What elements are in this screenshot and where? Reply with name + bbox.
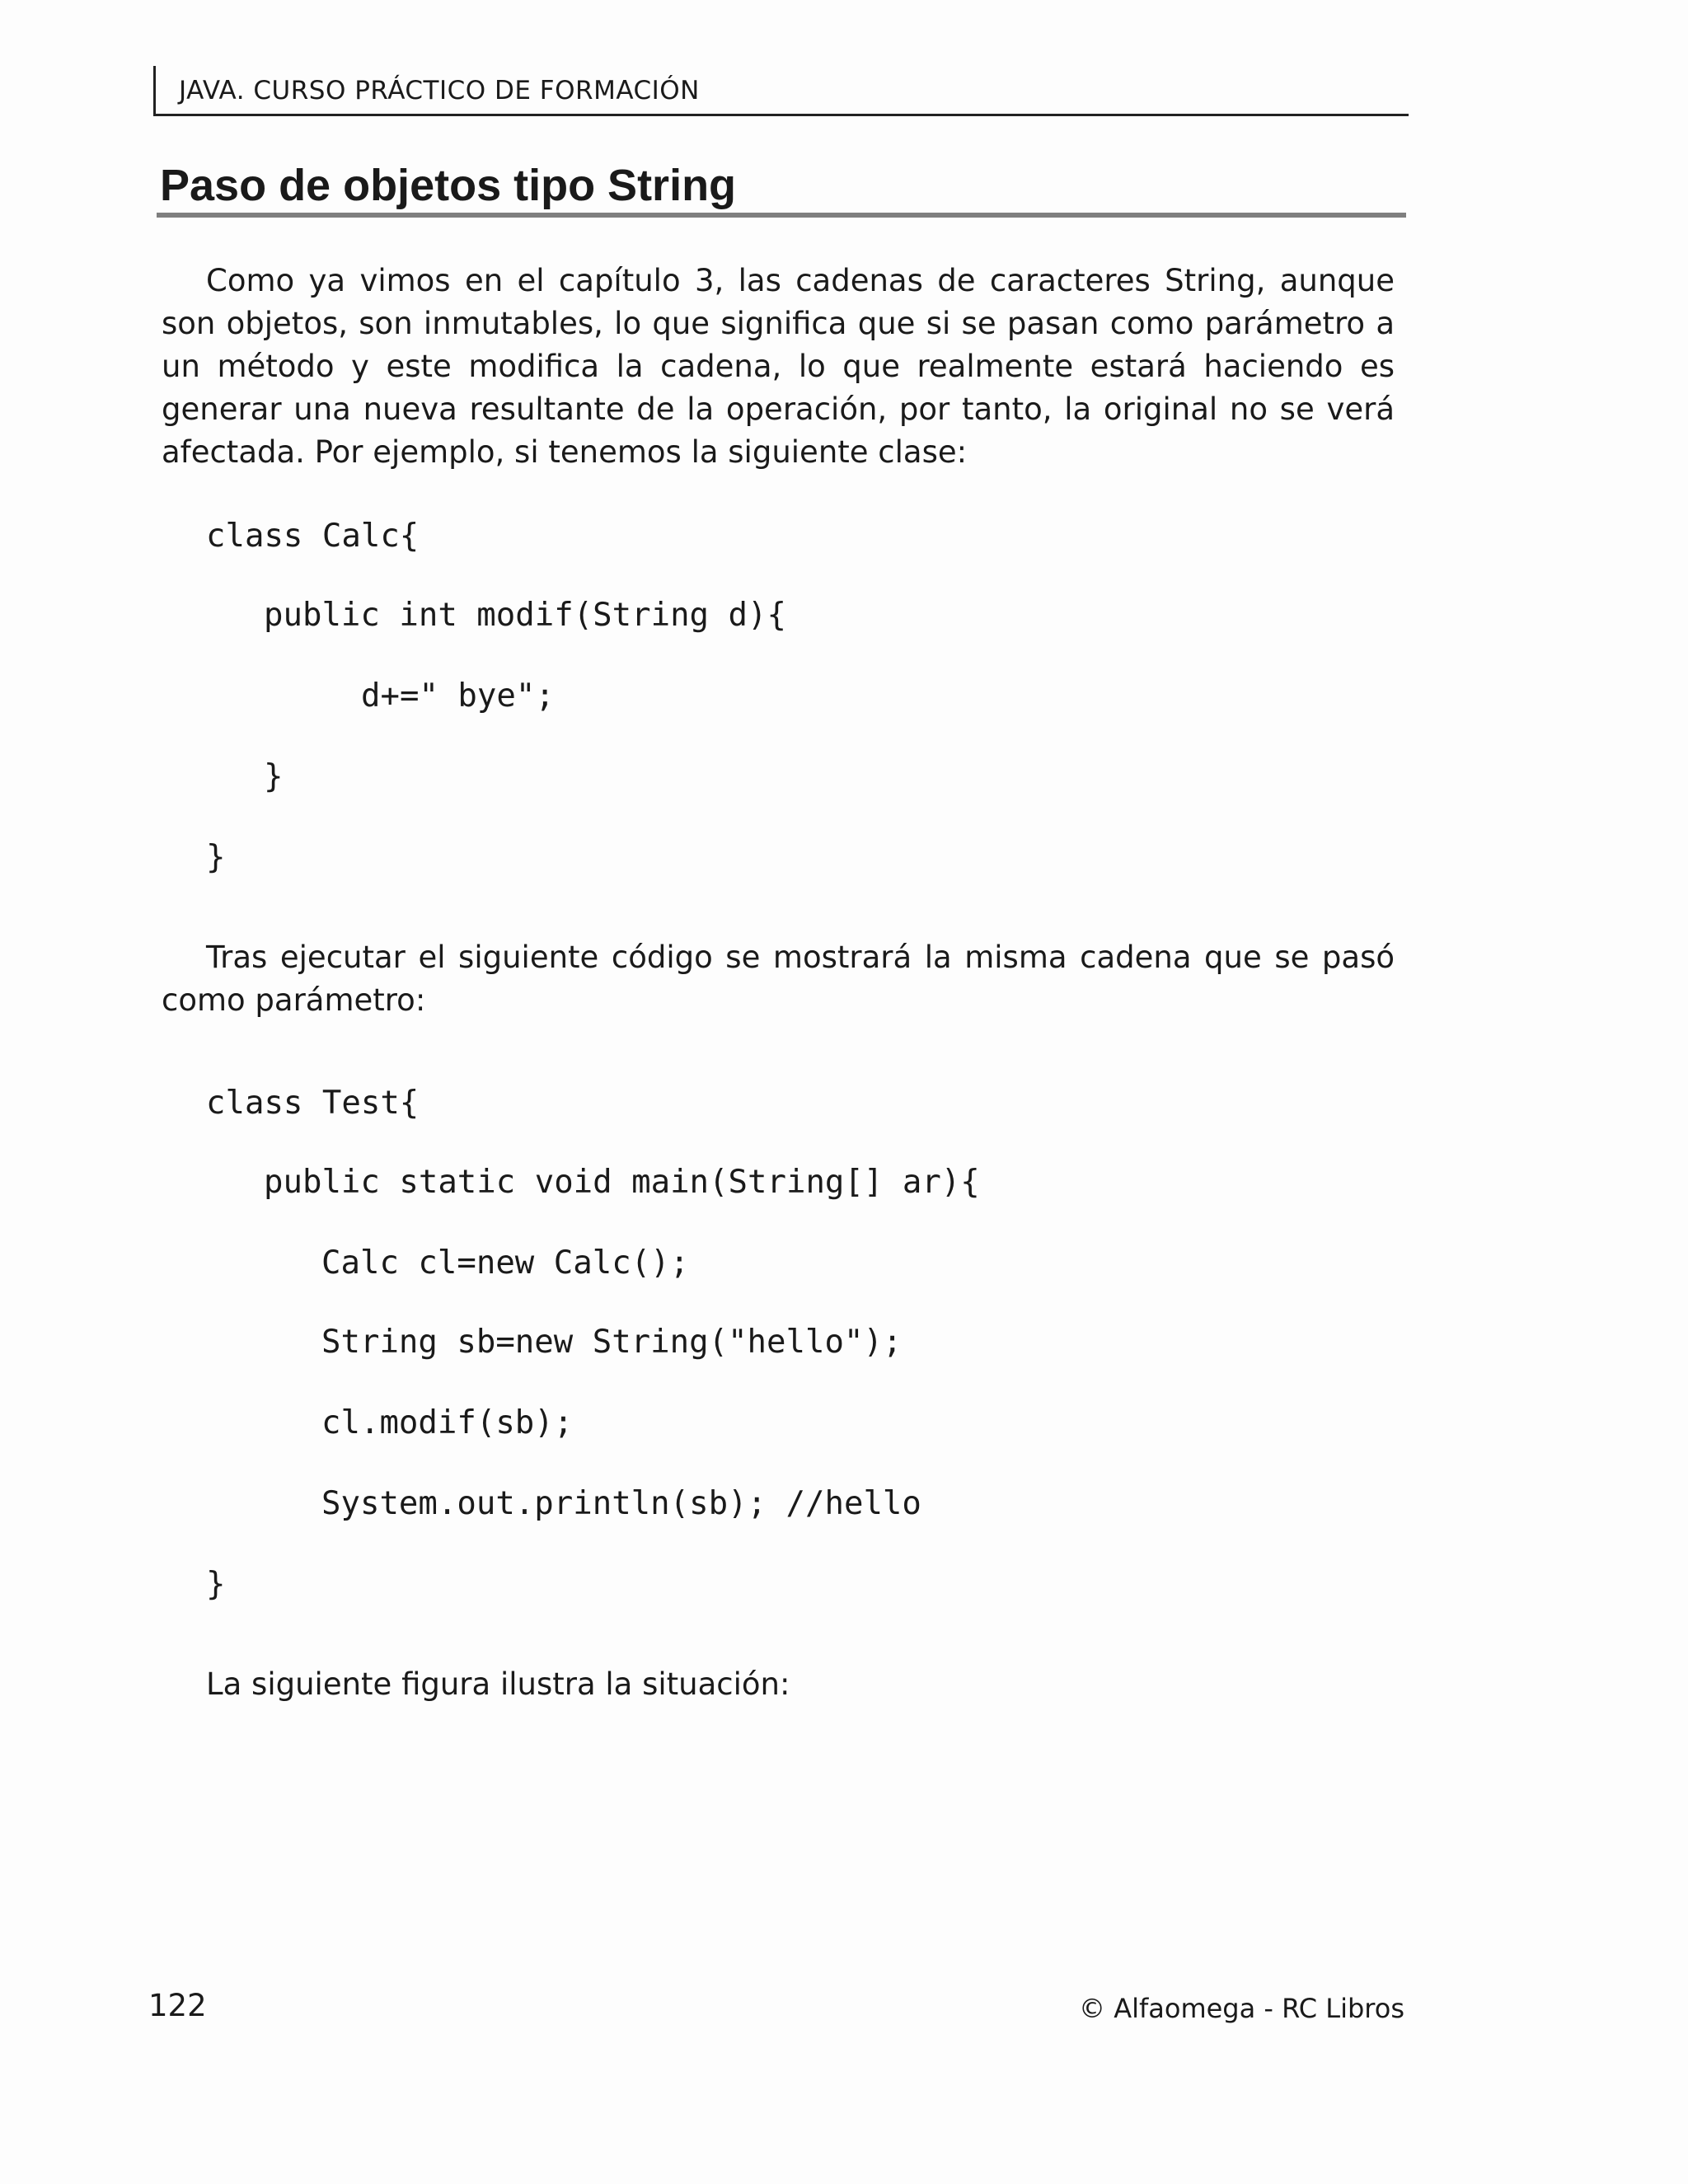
code-line: Calc cl=new Calc(); <box>321 1244 690 1282</box>
code-line: } <box>206 1566 226 1603</box>
section-title: Paso de objetos tipo String <box>160 161 737 210</box>
code-line: String sb=new String("hello"); <box>321 1324 903 1361</box>
page-number: 122 <box>148 1988 207 2023</box>
paragraph-figure-intro: La siguiente figura ilustra la situación: <box>206 1666 790 1702</box>
code-line: class Test{ <box>206 1085 420 1122</box>
code-line: d+=" bye"; <box>361 677 555 715</box>
running-header <box>153 66 1409 116</box>
paragraph-after-calc: Tras ejecutar el siguiente código se mostrará la misma cadena que se pasó como parámetro: <box>162 940 1395 1018</box>
code-line: public int modif(String d){ <box>264 597 786 634</box>
section-title-rule <box>157 213 1406 218</box>
code-line: cl.modif(sb); <box>321 1404 574 1441</box>
paragraph-intro: Como ya vimos en el capítulo 3, las cadenas de caracteres String, aunque son objetos, son inmutables, lo que significa que si se pasan como parámetro a un método y este modifica la cadena, lo que realmente estará haciendo es generar una nueva resultante de la operación, por tanto, la original no se verá afectada. Por ejemplo, si tenemos la siguiente clase: <box>162 263 1395 470</box>
code-line: class Calc{ <box>206 518 420 555</box>
code-line: System.out.println(sb); //hello <box>321 1485 921 1522</box>
running-header-text: JAVA. CURSO PRÁCTICO DE FORMACIÓN <box>179 76 700 105</box>
code-line: } <box>206 839 226 876</box>
code-line: public static void main(String[] ar){ <box>264 1164 980 1201</box>
copyright-notice: © Alfaomega - RC Libros <box>1079 1993 1404 2024</box>
code-line: } <box>264 758 284 795</box>
